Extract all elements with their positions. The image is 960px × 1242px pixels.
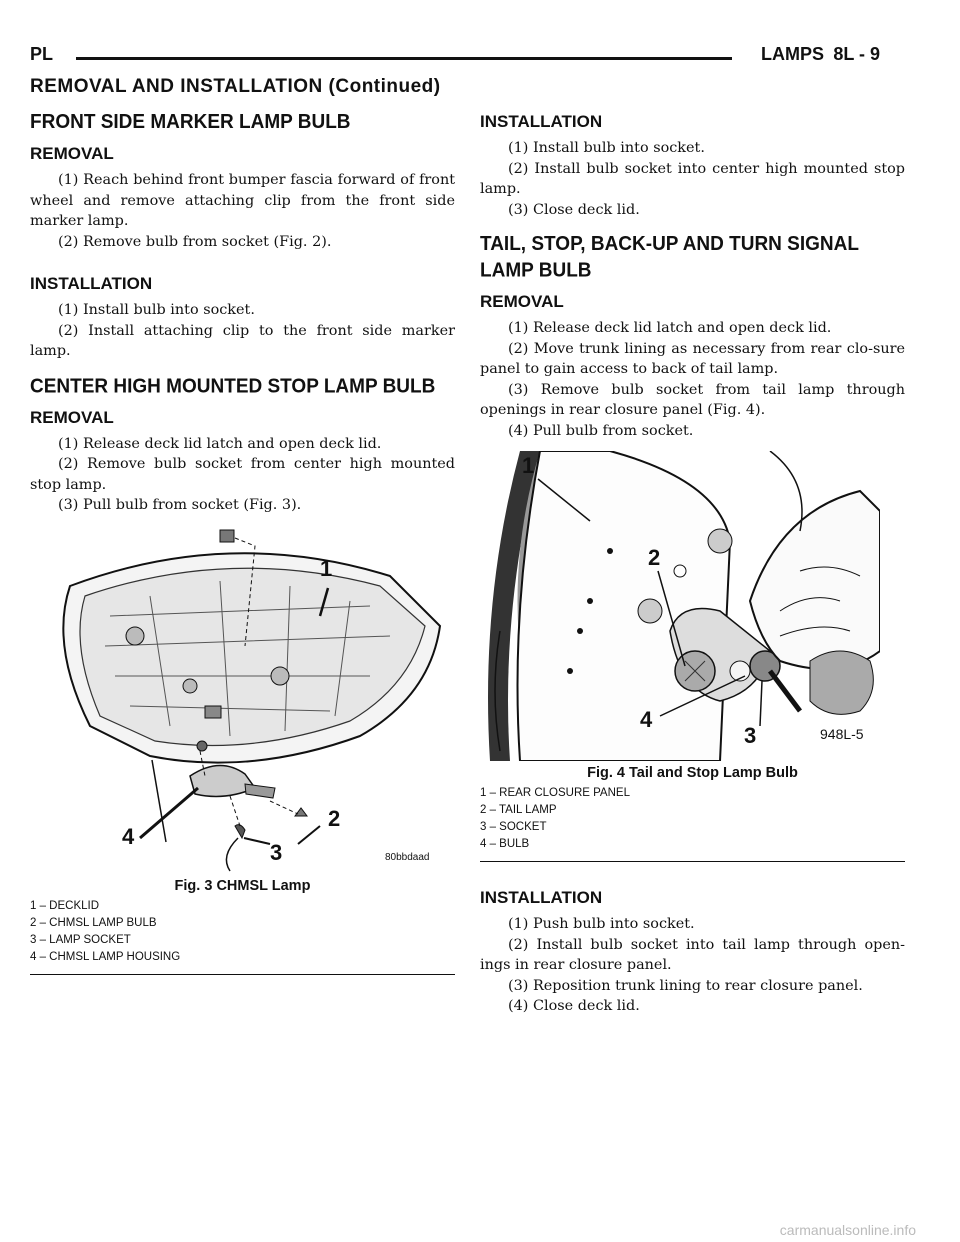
subsection-title: REMOVAL xyxy=(30,144,114,163)
callout-4: 4 xyxy=(122,823,135,849)
legend-item: 4 – BULB xyxy=(480,838,530,850)
legend-item: 4 – CHMSL LAMP HOUSING xyxy=(30,950,181,963)
section-title-cont: LAMP BULB xyxy=(480,259,592,282)
step: (2) Move trunk lining as necessary from rear clo-sure panel to gain access to back of tail lamp. xyxy=(480,340,905,377)
tail-lamp-illustration xyxy=(480,451,880,761)
continued-heading: REMOVAL AND INSTALLATION (Continued) xyxy=(30,76,441,97)
figure-rule xyxy=(480,861,905,862)
header-section: LAMPS xyxy=(761,44,824,64)
subsection-title: INSTALLATION xyxy=(480,112,603,131)
callout-2: 2 xyxy=(328,805,341,831)
step: (3) Remove bulb socket from tail lamp through openings in rear closure panel (Fig. 4). xyxy=(480,381,905,418)
step: (4) Close deck lid. xyxy=(508,998,640,1014)
figure-4 xyxy=(480,451,905,862)
step: (1) Release deck lid latch and open deck lid. xyxy=(508,320,832,336)
step: (2) Install bulb socket into center high mounted stop lamp. xyxy=(480,160,905,197)
page-number: 8L - 9 xyxy=(833,44,880,64)
step: (1) Release deck lid latch and open deck lid. xyxy=(58,435,382,452)
legend-item: 1 – DECKLID xyxy=(30,899,100,912)
figure-rule xyxy=(30,974,455,975)
step: (1) Install bulb into socket. xyxy=(58,302,255,318)
callout-3: 3 xyxy=(270,839,283,865)
callout-1: 1 xyxy=(320,555,333,581)
header-model: PL xyxy=(30,44,54,64)
left-column xyxy=(30,112,455,975)
step: (3) Close deck lid. xyxy=(508,201,640,218)
step: (2) Install attaching clip to the front side marker lamp. xyxy=(30,322,455,359)
legend-item: 3 – SOCKET xyxy=(480,821,547,833)
header-rule xyxy=(76,57,732,60)
figure-code: 948L-5 xyxy=(820,726,864,742)
legend-item: 1 – REAR CLOSURE PANEL xyxy=(480,787,630,799)
subsection-title: REMOVAL xyxy=(30,407,114,427)
figure-caption: Fig. 3 CHMSL Lamp xyxy=(174,877,311,894)
step: (3) Pull bulb from socket (Fig. 3). xyxy=(58,497,302,513)
page-header xyxy=(30,44,880,74)
section-title: CENTER HIGH MOUNTED STOP LAMP BULB xyxy=(30,374,436,397)
callout-2: 2 xyxy=(648,545,661,570)
step: (1) Install bulb into socket. xyxy=(508,140,705,156)
chmsl-lamp-illustration xyxy=(30,526,455,874)
callout-4: 4 xyxy=(640,707,653,732)
legend-item: 2 – CHMSL LAMP BULB xyxy=(30,916,157,929)
figure-caption: Fig. 4 Tail and Stop Lamp Bulb xyxy=(587,765,798,781)
callout-3: 3 xyxy=(744,723,757,748)
figure-code: 80bbdaad xyxy=(385,851,430,863)
step: (2) Install bulb socket into tail lamp through open-ings in rear closure panel. xyxy=(480,936,905,973)
subsection-title: INSTALLATION xyxy=(30,274,153,293)
section-title: FRONT SIDE MARKER LAMP BULB xyxy=(30,111,351,134)
step: (2) Remove bulb from socket (Fig. 2). xyxy=(58,233,332,250)
step: (4) Pull bulb from socket. xyxy=(508,422,694,439)
step: (2) Remove bulb socket from center high mounted stop lamp. xyxy=(30,456,455,493)
section-title: TAIL, STOP, BACK-UP AND TURN SIGNAL xyxy=(480,233,859,256)
legend-item: 3 – LAMP SOCKET xyxy=(30,933,131,946)
subsection-title: INSTALLATION xyxy=(480,888,603,907)
step: (1) Reach behind front bumper fascia forward of front wheel and remove attaching clip from the front side marker lamp. xyxy=(30,172,455,229)
step: (1) Push bulb into socket. xyxy=(508,916,695,932)
watermark: carmanualsonline.info xyxy=(779,1222,916,1238)
right-column xyxy=(480,112,905,1017)
callout-1: 1 xyxy=(522,453,535,478)
subsection-title: REMOVAL xyxy=(480,292,564,311)
legend-item: 2 – TAIL LAMP xyxy=(480,804,557,816)
step: (3) Reposition trunk lining to rear closure panel. xyxy=(508,977,863,994)
figure-3 xyxy=(30,526,455,975)
